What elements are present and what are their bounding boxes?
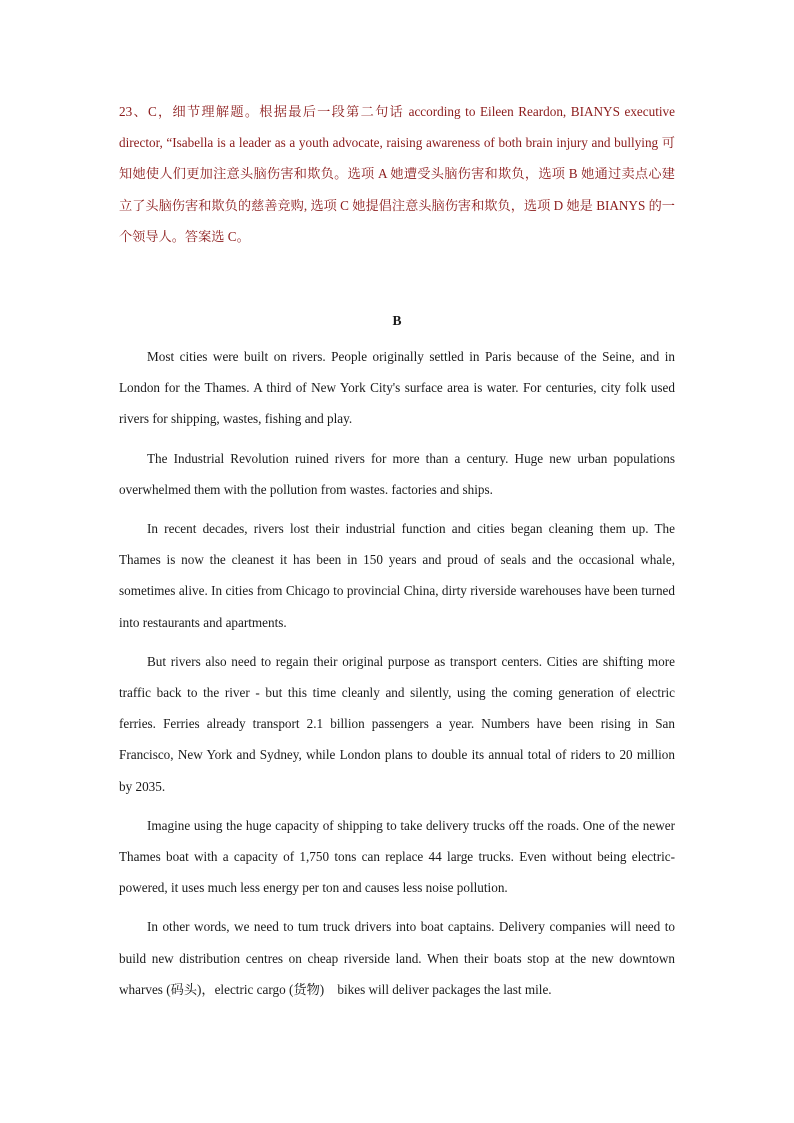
paragraph-3: In recent decades, rivers lost their industrial function and cities began cleaning them up. The Thames is now the cleanest it has been in 150 years and proud of seals and the occasional whale, sometimes alive. In cities from Chicago to provincial China, dirty riverside warehouses have been turned into restaurants and apartments. [119, 521, 675, 630]
paragraph-5: Imagine using the huge capacity of shipping to take delivery trucks off the roads. One of the newer Thames boat with a capacity of 1,750 tons can replace 44 large trucks. Even without being electric-powered, it uses much less energy per ton and causes less noise pollution. [119, 817, 675, 896]
paragraph-2: The Industrial Revolution ruined rivers for more than a century. Huge new urban populations overwhelmed them with the pollution from wastes. factories and ships. [119, 450, 675, 497]
document-page [119, 96, 675, 1013]
paragraph-1: Most cities were built on rivers. People originally settled in Paris because of the Seine, and in London for the Thames. A third of New York City's surface area is water. For centuries, city folk used rivers for shipping, wastes, fishing and play. [119, 349, 675, 427]
paragraph-6: In other words, we need to tum truck drivers into boat captains. Delivery companies will need to build new distribution centres on cheap riverside land. When their boats stop at the new downtown wharves (码头)，electric cargo (货物) bikes will deliver packages the last mile. [119, 919, 675, 997]
section-title: B [392, 313, 402, 329]
paragraph-4: But rivers also need to regain their original purpose as transport centers. Cities are shifting more traffic back to the river - but this time cleanly and silently, using the coming generation of electric ferries. Ferries already transport 2.1 billion passengers a year. Numbers have been rising in San Francisco, New York and Sydney, while London plans to double its annual total of riders to 20 million by 2035. [119, 653, 675, 794]
answer-explanation: 23、C，细节理解题。根据最后一段第二句话 according to Eileen Reardon, BIANYS executive director, “Isabella is a leader as a youth advocate, raising awareness of both brain injury and bullying 可知她使人们更加注意头脑伤害和欺负。选项 A 她遭受头脑伤害和欺负，选项 B 她通过卖点心建立了头脑伤害和欺负的慈善竞购, 选项 C 她提倡注意头脑伤害和欺负，选项 D 她是 BIANYS 的一个领导人。答案选 C。 [119, 104, 675, 244]
